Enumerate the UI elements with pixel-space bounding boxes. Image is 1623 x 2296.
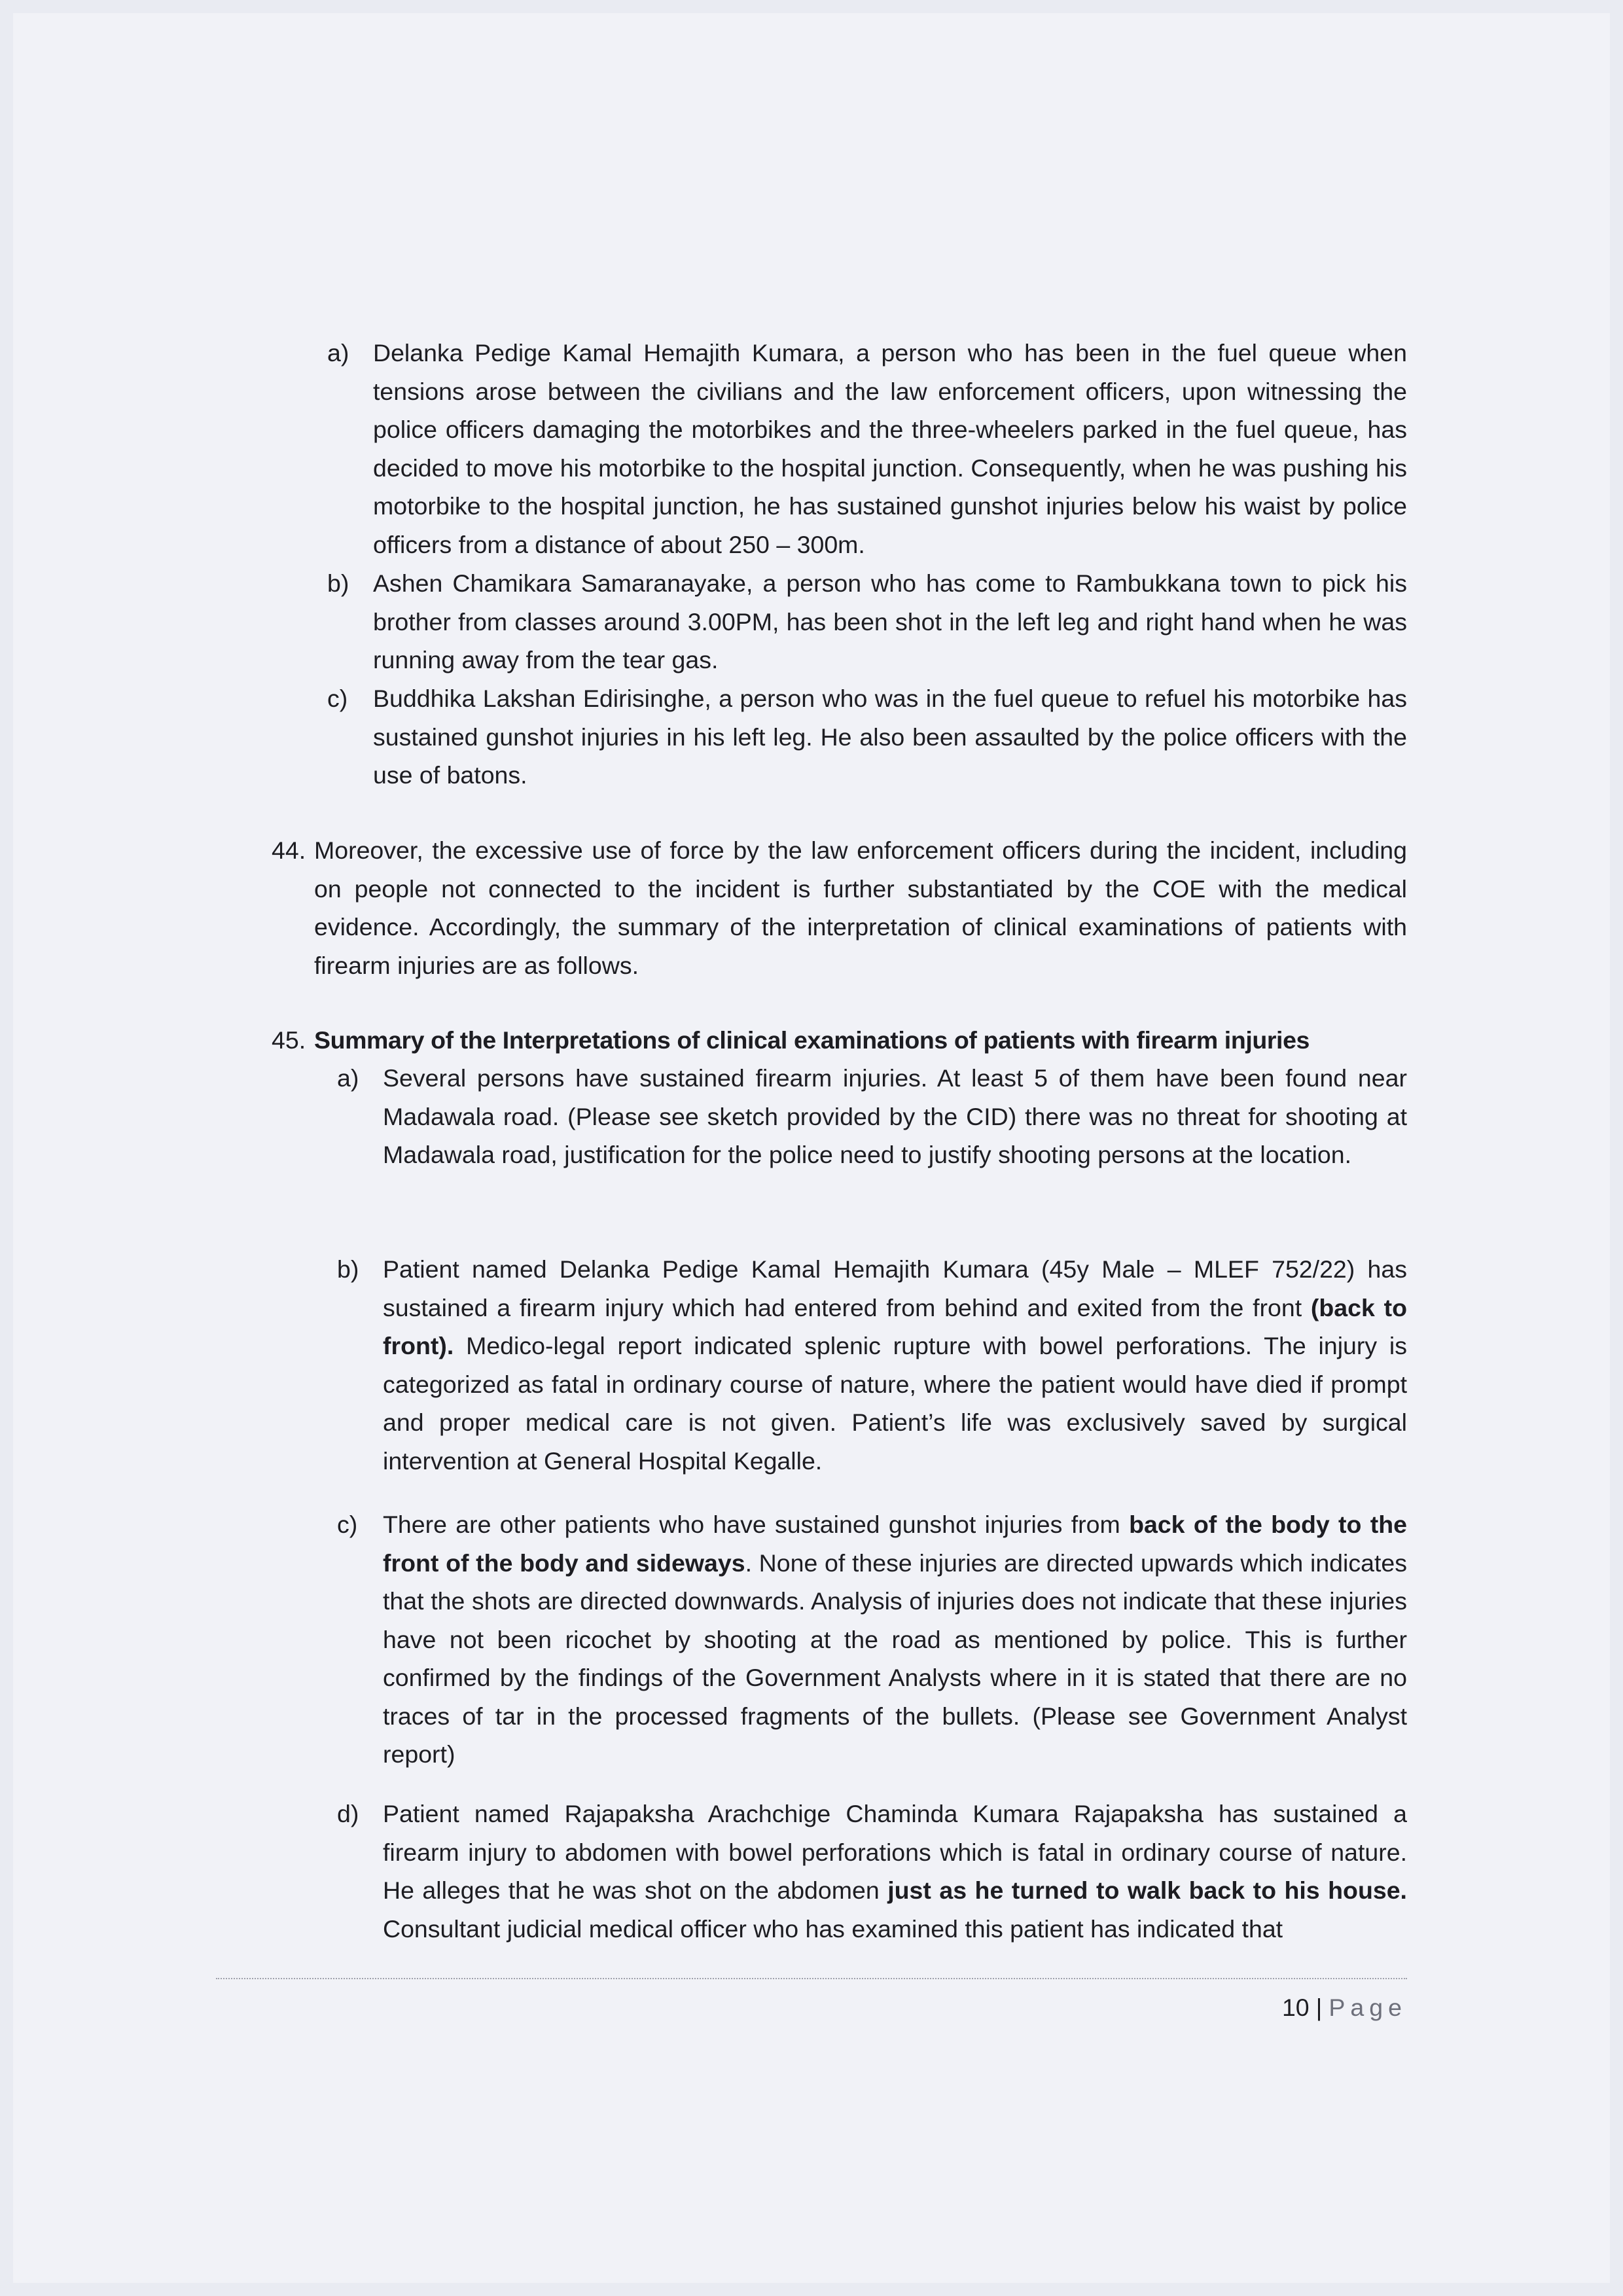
footer-separator: | <box>1315 1994 1323 2021</box>
item-marker: b) <box>337 1255 359 1283</box>
item-marker: c) <box>337 1511 358 1538</box>
item-marker: b) <box>327 569 349 597</box>
item-text: Delanka Pedige Kamal Hemajith Kumara, a person who has been in the fuel queue when tensions arose between the civilians and the law enforcement officers, upon witnessing the police officers damaging the motorbikes and the three-wheelers parked in the fuel queue, has decided to move his motorbike to the hospital junction. Consequently, when he was pushing his motorbike to the hospital junction, he has sustained gunshot injuries below his waist by police officers from a distance of about 250 – 300m. <box>373 339 1407 558</box>
section-heading: Summary of the Interpretations of clinical examinations of patients with firearm injuries <box>314 1026 1310 1054</box>
page-label: Page <box>1329 1994 1407 2021</box>
item-marker: a) <box>327 339 349 367</box>
paragraph-number: 44. <box>272 836 306 864</box>
page-footer <box>1282 1988 1407 2026</box>
item-text <box>383 1505 1407 1774</box>
item-text-part: . None of these injuries are directed upwards which indicates that the shots are directed downwards. Analysis of injuries does not indicate that these injuries have not been ricochet by shooting at the road as mentioned by police. This is further confirmed by the findings of the Government Analysts where in it is stated that there are no traces of tar in the processed fragments of the bullets. (Please see Government Analyst report) <box>383 1549 1407 1768</box>
item-text-bold: (back to front). <box>383 1293 1407 1359</box>
item-text-part: There are other patients who have sustained gunshot injuries from <box>383 1511 1130 1538</box>
item-marker: a) <box>337 1064 359 1092</box>
item-text-part: Medico-legal report indicated splenic rupture with bowel perforations. The injury is categorized as fatal in ordinary course of nature, where the patient would have died if prompt and proper medical care is not given. Patient’s life was exclusively saved by surgical intervention at General Hospital Kegalle. <box>383 1332 1407 1475</box>
item-text <box>383 1250 1407 1480</box>
item-marker: d) <box>337 1800 359 1827</box>
page-number: 10 <box>1281 1994 1310 2021</box>
item-text: Ashen Chamikara Samaranayake, a person who has come to Rambukkana town to pick his brother from classes around 3.00PM, has been shot in the left leg and right hand when he was running away from the tear gas. <box>373 569 1407 673</box>
item-text <box>383 1795 1407 1948</box>
item-text-part: Patient named Rajapaksha Arachchige Chaminda Kumara Rajapaksha has sustained a firearm injury to abdomen with bowel perforations which is fatal in ordinary course of nature. He alleges that he was shot on the abdomen <box>383 1800 1407 1904</box>
paragraph-text: Moreover, the excessive use of force by the law enforcement officers during the incident, including on people not connected to the incident is further substantiated by the COE with the medical evidence. Accordingly, the summary of the interpretation of clinical examinations of patients with firearm injuries are as follows. <box>314 836 1407 979</box>
item-text-bold: just as he turned to walk back to his house. <box>887 1876 1407 1904</box>
paragraph-number: 45. <box>272 1026 306 1054</box>
document-page <box>13 13 1610 2283</box>
item-text-part: Consultant judicial medical officer who has examined this patient has indicated that <box>383 1914 1283 1943</box>
item-text: Several persons have sustained firearm injuries. At least 5 of them have been found near Madawala road. (Please see sketch provided by the CID) there was no threat for shooting at Madawala road, justification for the police need to justify shooting persons at the location. <box>383 1064 1407 1168</box>
document-body <box>13 13 1610 2283</box>
item-text-bold: back of the body to the front of the body and sideways <box>383 1511 1407 1577</box>
item-marker: c) <box>327 685 348 712</box>
item-text: Buddhika Lakshan Edirisinghe, a person who was in the fuel queue to refuel his motorbike has sustained gunshot injuries in his left leg. He also been assaulted by the police officers with the use of batons. <box>373 685 1407 789</box>
item-text-part: Patient named Delanka Pedige Kamal Hemajith Kumara (45y Male – MLEF 752/22) has sustained a firearm injury which had entered from behind and exited from the front <box>383 1255 1407 1321</box>
footer-divider <box>216 1978 1407 1979</box>
